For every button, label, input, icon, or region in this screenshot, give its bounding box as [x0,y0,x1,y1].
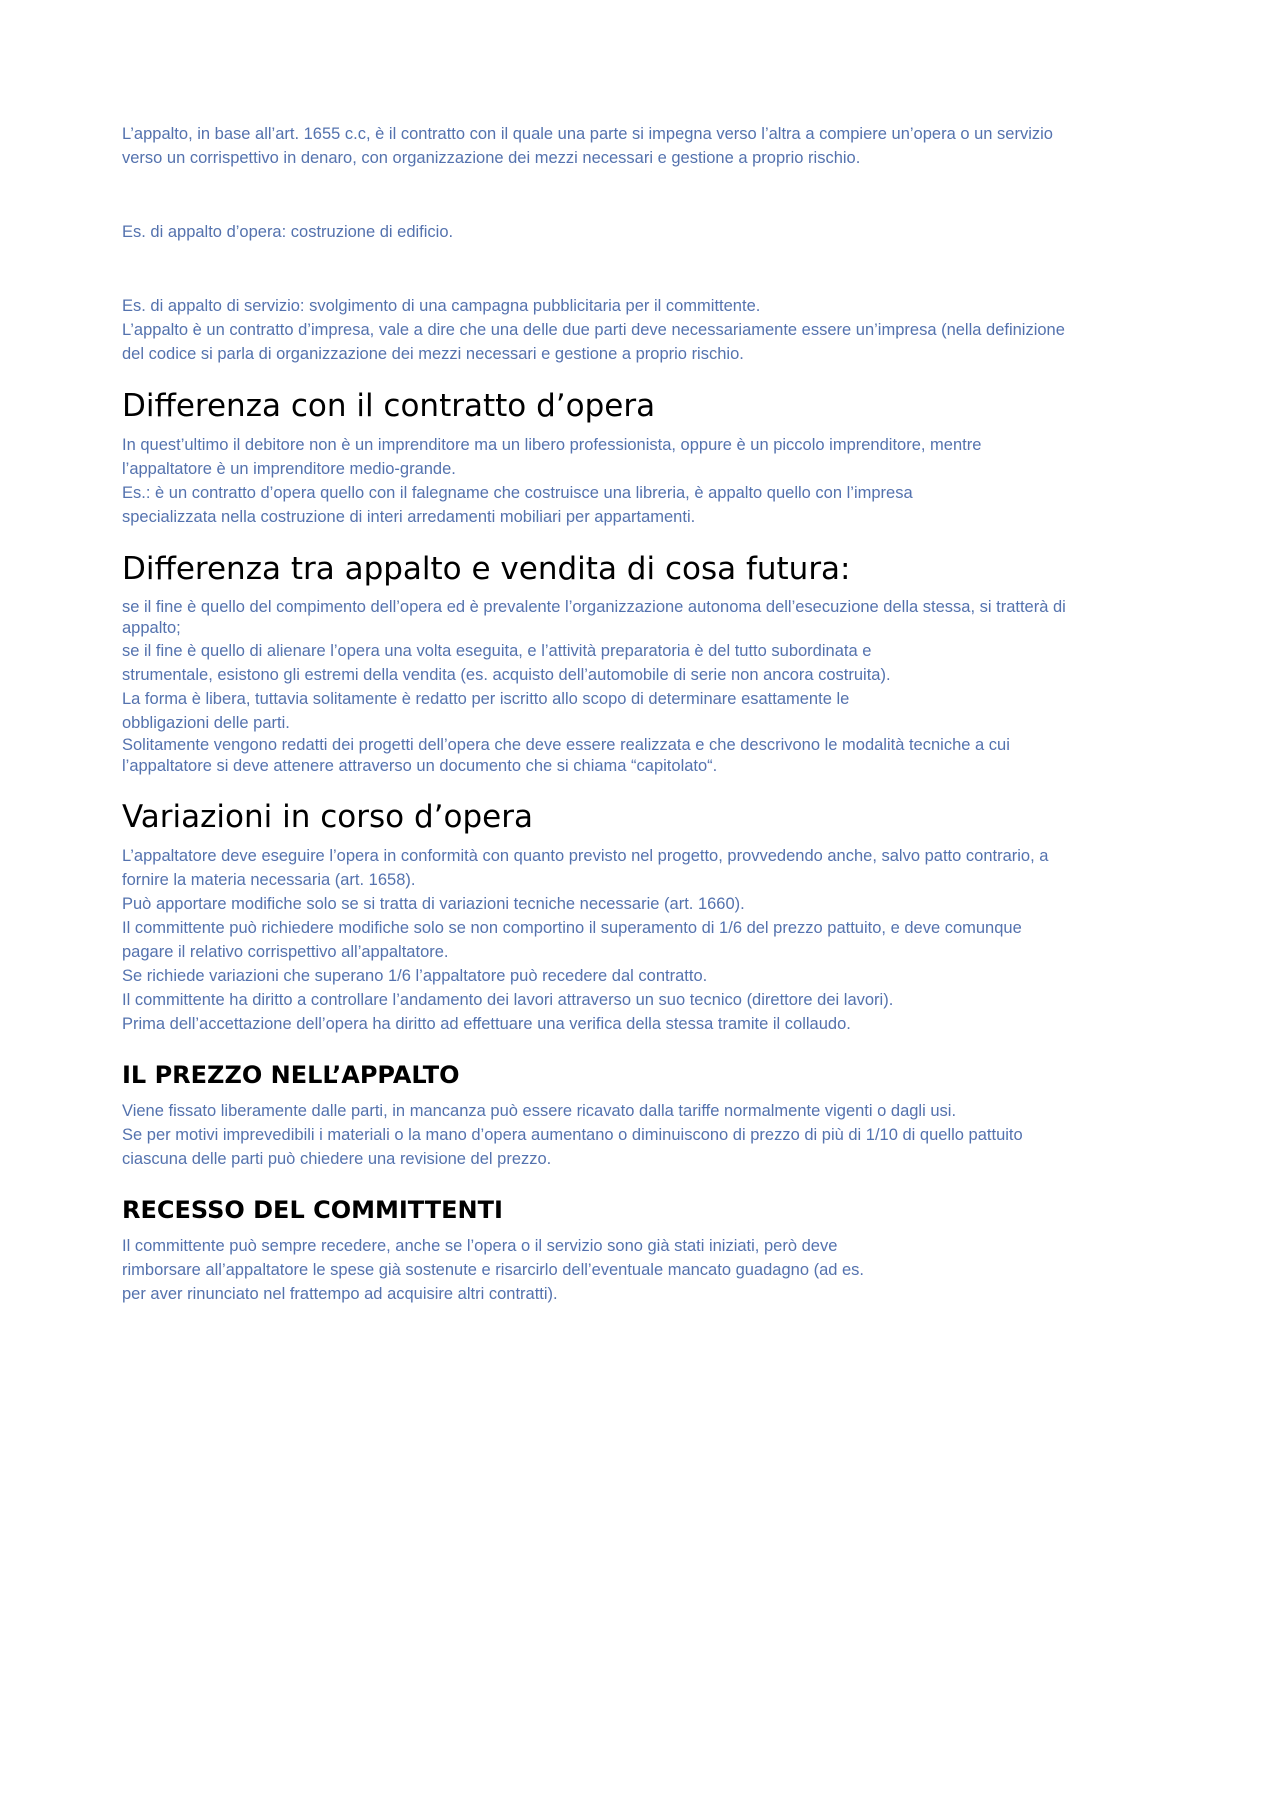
text-line: obbligazioni delle parti. [122,714,290,732]
text-line: Prima dell’accettazione dell’opera ha diritto ad effettuare una verifica della stessa tramite il collaudo. [122,1015,851,1033]
text-line: rimborsare all’appaltatore le spese già sostenute e risarcirlo dell’eventuale mancato guadagno (ad es. [122,1261,865,1279]
text-line: Può apportare modifiche solo se si tratta di variazioni tecniche necessarie (art. 1660). [122,895,745,913]
intro-paragraph [122,122,1167,170]
text-line: appalto; [122,619,181,637]
document-page [122,122,1167,1306]
text-line: se il fine è quello di alienare l’opera una volta eseguita, e l’attività preparatoria è del tutto subordinata e [122,642,872,660]
section-heading: RECESSO DEL COMMITTENTI [122,1196,503,1224]
text-line: Il committente può richiedere modifiche solo se non comportino il superamento di 1/6 del prezzo pattuito, e deve comunque [122,919,1022,937]
text-line: Se richiede variazioni che superano 1/6 l’appaltatore può recedere dal contratto. [122,967,708,985]
text-line: fornire la materia necessaria (art. 1658). [122,871,416,889]
text-line: Solitamente vengono redatti dei progetti dell’opera che deve essere realizzata e che descrivono le modalità tecniche a cui [122,736,1010,754]
example-paragraph: Es. di appalto d’opera: costruzione di edificio. [122,223,454,241]
text-line: L’appalto, in base all’art. 1655 c.c, è il contratto con il quale una parte si impegna verso l’altra a compiere un’opera o un servizio [122,125,1053,143]
text-line: Es. di appalto di servizio: svolgimento di una campagna pubblicitaria per il committente. [122,297,761,315]
text-line: Il committente può sempre recedere, anche se l’opera o il servizio sono già stati iniziati, però deve [122,1237,838,1255]
text-line: specializzata nella costruzione di interi arredamenti mobiliari per appartamenti. [122,508,696,526]
text-line: L’appaltatore deve eseguire l’opera in conformità con quanto previsto nel progetto, provvedendo anche, salvo patto contrario, a [122,847,1049,865]
text-line: l’appaltatore si deve attenere attraverso un documento che si chiama “capitolato“. [122,757,718,775]
text-line: ciascuna delle parti può chiedere una revisione del prezzo. [122,1150,552,1168]
text-line: del codice si parla di organizzazione dei mezzi necessari e gestione a proprio rischio. [122,345,744,363]
text-line: se il fine è quello del compimento dell’opera ed è prevalente l’organizzazione autonoma dell’esecuzione della stessa, si tratterà di [122,598,1066,616]
text-line: Viene fissato liberamente dalle parti, in mancanza può essere ricavato dalla tariffe normalmente vigenti o dagli usi. [122,1102,957,1120]
text-line: verso un corrispettivo in denaro, con organizzazione dei mezzi necessari e gestione a proprio rischio. [122,149,861,167]
section-body [122,433,1167,529]
text-line: Il committente ha diritto a controllare l’andamento dei lavori attraverso un suo tecnico (direttore dei lavori). [122,991,894,1009]
text-line: strumentale, esistono gli estremi della vendita (es. acquisto dell’automobile di serie non ancora costruita). [122,666,891,684]
section-body [122,1099,1167,1171]
text-line: La forma è libera, tuttavia solitamente è redatto per iscritto allo scopo di determinare esattamente le [122,690,850,708]
section-body [122,844,1167,1036]
section-heading: Differenza tra appalto e vendita di cosa futura: [122,551,851,587]
text-line: l’appaltatore è un imprenditore medio-grande. [122,460,456,478]
section-heading: Variazioni in corso d’opera [122,799,533,835]
section-heading: IL PREZZO NELL’APPALTO [122,1061,460,1089]
text-line: Es.: è un contratto d’opera quello con il falegname che costruisce una libreria, è appalto quello con l’impresa [122,484,913,502]
section-heading: Differenza con il contratto d’opera [122,388,656,424]
section-body [122,597,1167,777]
text-line: In quest’ultimo il debitore non è un imprenditore ma un libero professionista, oppure è un piccolo imprenditore, mentre [122,436,982,454]
section-body [122,1234,1167,1306]
service-paragraph [122,294,1167,366]
text-line: per aver rinunciato nel frattempo ad acquisire altri contratti). [122,1285,558,1303]
text-line: L’appalto è un contratto d’impresa, vale a dire che una delle due parti deve necessariamente essere un’impresa (nella definizione [122,321,1065,339]
text-line: Se per motivi imprevedibili i materiali o la mano d’opera aumentano o diminuiscono di prezzo di più di 1/10 di quello pattuito [122,1126,1023,1144]
text-line: pagare il relativo corrispettivo all’appaltatore. [122,943,449,961]
